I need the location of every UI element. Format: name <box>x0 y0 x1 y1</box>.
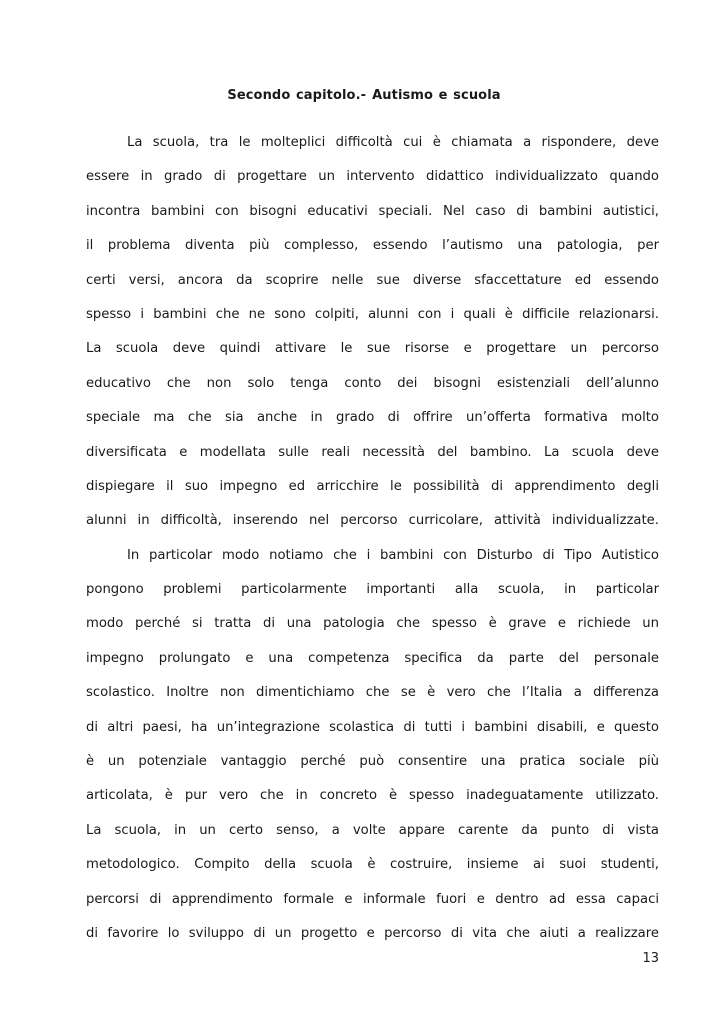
paragraph-line: La scuola, in un certo senso, a volte appare carente da punto di vista <box>86 822 659 838</box>
paragraph-line: educativo che non solo tenga conto dei bisogni esistenziali dell’alunno <box>86 375 659 391</box>
paragraph-line: certi versi, ancora da scoprire nelle sue diverse sfaccettature ed essendo <box>86 272 659 288</box>
paragraph-line: speciale ma che sia anche in grado di offrire un’offerta formativa molto <box>86 410 659 426</box>
chapter-title-number: Secondo capitolo.- <box>227 88 367 103</box>
paragraph-line: incontra bambini con bisogni educativi speciali. Nel caso di bambini autistici, <box>86 203 659 219</box>
paragraph-line: percorsi di apprendimento formale e informale fuori e dentro ad essa capaci <box>86 891 659 907</box>
paragraph-line: La scuola deve quindi attivare le sue risorse e progettare un percorso <box>86 341 659 357</box>
paragraph-line: metodologico. Compito della scuola è costruire, insieme ai suoi studenti, <box>86 857 659 873</box>
page-number: 13 <box>642 951 659 966</box>
paragraph-line: è un potenziale vantaggio perché può consentire una pratica sociale più <box>86 754 659 770</box>
paragraph-line: alunni in difficoltà, inserendo nel percorso curricolare, attività individualizzate. <box>86 513 659 529</box>
paragraph-line: modo perché si tratta di una patologia che spesso è grave e richiede un <box>86 616 659 632</box>
paragraph-line: La scuola, tra le molteplici difficoltà cui è chiamata a rispondere, deve <box>127 135 659 150</box>
paragraph-line: essere in grado di progettare un intervento didattico individualizzato quando <box>86 169 659 185</box>
paragraph-line: di favorire lo sviluppo di un progetto e percorso di vita che aiuti a realizzare <box>86 925 659 941</box>
paragraph-line: scolastico. Inoltre non dimentichiamo che se è vero che l’Italia a differenza <box>86 685 659 701</box>
paragraph-line: di altri paesi, ha un’integrazione scolastica di tutti i bambini disabili, e questo <box>86 719 659 735</box>
paragraph-line: pongono problemi particolarmente importanti alla scuola, in particolar <box>86 582 659 598</box>
paragraph-line: dispiegare il suo impegno ed arricchire le possibilità di apprendimento degli <box>86 478 659 494</box>
paragraph-line: articolata, è pur vero che in concreto è spesso inadeguatamente utilizzato. <box>86 788 659 804</box>
paragraph-line: diversificata e modellata sulle reali necessità del bambino. La scuola deve <box>86 444 659 460</box>
chapter-title <box>0 88 728 103</box>
chapter-title-subject: Autismo e scuola <box>372 88 501 103</box>
paragraph-line: In particolar modo notiamo che i bambini con Disturbo di Tipo Autistico <box>127 547 659 563</box>
paragraph-line: spesso i bambini che ne sono colpiti, alunni con i quali è difficile relazionarsi. <box>86 306 659 322</box>
body-text <box>86 126 659 951</box>
paragraph-line: il problema diventa più complesso, essendo l’autismo una patologia, per <box>86 238 659 254</box>
paragraph-line: impegno prolungato e una competenza specifica da parte del personale <box>86 650 659 666</box>
